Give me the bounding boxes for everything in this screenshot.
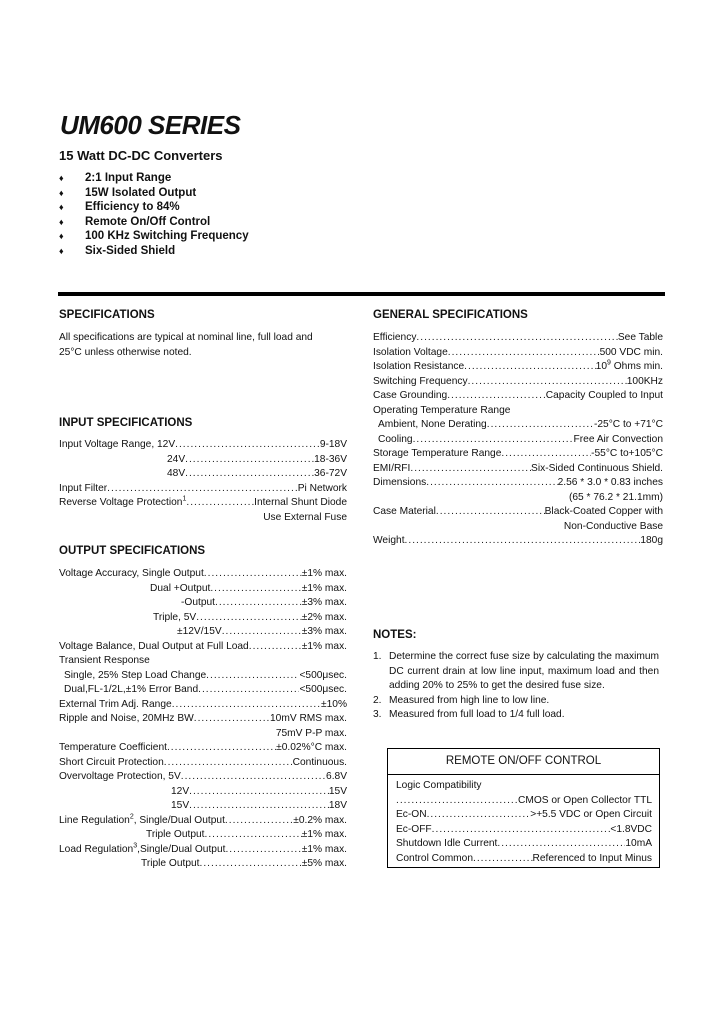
remote-control-heading: REMOTE ON/OFF CONTROL — [388, 749, 659, 775]
page-title: UM600 SERIES — [60, 110, 241, 140]
output-specs-heading: OUTPUT SPECIFICATIONS — [59, 545, 206, 557]
spec-row: Ec-OFF ..... <1.8VDC — [396, 823, 652, 838]
remote-control-table: Logic Compatibility ..... CMOS or Open Collector TTL Ec-ON ..... >+5.5 VDC or Open Circuit Ec-OFF ..... <1.8VDC Shutdown Idle Current ..... 10mA Control Common ..... Referenced to Input Minus — [388, 775, 659, 866]
spec-row: Voltage Balance, Dual Output at Full Load ..... ±1% max. — [59, 640, 347, 655]
spec-row: Dual +Output ..... ±1% max. — [59, 582, 347, 597]
notes-list — [373, 650, 659, 723]
spec-row: Isolation Voltage ..... 500 VDC min. — [373, 346, 663, 361]
spec-row: Input Voltage Range, 12V ..... 9-18V — [59, 438, 347, 453]
spec-row: Triple Output ..... ±5% max. — [59, 857, 347, 872]
spec-row: Input Filter ..... Pi Network — [59, 482, 347, 497]
spec-row: Single, 25% Step Load Change ..... <500μsec. — [59, 669, 347, 684]
spec-row: Voltage Accuracy, Single Output ..... ±1% max. — [59, 567, 347, 582]
bullet-icon: ♦ — [59, 245, 64, 256]
spec-row: Temperature Coefficient ..... ±0.02%°C max. — [59, 741, 347, 756]
notes-heading: NOTES: — [373, 629, 417, 641]
general-specs-heading: GENERAL SPECIFICATIONS — [373, 309, 528, 321]
spec-row: Ambient, None Derating ..... -25°C to +71°C — [373, 418, 663, 433]
spec-row: Cooling ..... Free Air Convection — [373, 433, 663, 448]
spec-row: Triple Output ..... ±1% max. — [59, 828, 347, 843]
spec-row: 48V ..... 36-72V — [59, 467, 347, 482]
general-specs-table: Efficiency ..... See Table Isolation Voltage ..... 500 VDC min. Isolation Resistance ..... $10^9$ Ohms min. Switching Frequency ..... 100KHz Case Grounding ..... Capacity Coupled to Input Operating Temperature Range Ambient, None Derating ..... -25°C to +71°C Cooling ..... Free Air Convection Storage Temperature Range ..... -55°C to+105°C EMI/RFI ..... Six-Sided Continuous Shield. Dimensions ..... 2.56 * 3.0 * 0.83 inches (65 * 76.2 * 21.1mm) Case Material ..... Black-Coated Copper with Non-Conductive Base Weight ..... 180g — [373, 331, 663, 549]
spec-row: Case Grounding ..... Capacity Coupled to Input — [373, 389, 663, 404]
bullet-icon: ♦ — [59, 231, 64, 242]
feature-item: ♦ 15W Isolated Output — [59, 186, 197, 199]
spec-row: Dimensions ..... 2.56 * 3.0 * 0.83 inches — [373, 476, 663, 491]
spec-row: Line Regulation$^2$, Single/Dual Output ..... ±0.2% max. — [59, 814, 347, 829]
note-item: 3. Measured from full load to 1/4 full load. — [373, 709, 565, 720]
feature-item: ♦ Efficiency to 84% — [59, 201, 180, 214]
feature-list — [59, 171, 249, 259]
spec-row: Triple, 5V ..... ±2% max. — [59, 611, 347, 626]
spec-row: Short Circuit Protection ..... Continuous. — [59, 756, 347, 771]
feature-item: ♦ Remote On/Off Control — [59, 215, 211, 228]
spec-row: -Output ..... ±3% max. — [59, 596, 347, 611]
spec-row: Ec-ON ..... >+5.5 VDC or Open Circuit — [396, 808, 652, 823]
spec-row: Reverse Voltage Protection$^1$ ..... Internal Shunt Diode — [59, 496, 347, 511]
input-specs-heading: INPUT SPECIFICATIONS — [59, 417, 193, 429]
spec-row: 24V ..... 18-36V — [59, 453, 347, 468]
spec-row: Efficiency ..... See Table — [373, 331, 663, 346]
bullet-icon: ♦ — [59, 202, 64, 213]
note-item: 2. Measured from high line to low line. — [373, 694, 550, 706]
spec-row: External Trim Adj. Range ..... ±10% — [59, 698, 347, 713]
bullet-icon: ♦ — [59, 173, 64, 183]
spec-row: Shutdown Idle Current ..... 10mA — [396, 837, 652, 852]
spec-row: Switching Frequency ..... 100KHz — [373, 375, 663, 390]
feature-item: ♦ 100 KHz Switching Frequency — [59, 230, 249, 243]
specifications-intro: All specifications are typical at nominal line, full load and 25°C unless otherwise noted. — [59, 332, 313, 358]
spec-row: Weight ..... 180g — [373, 534, 663, 549]
spec-row: Case Material ..... Black-Coated Copper with — [373, 505, 663, 520]
spec-row: 15V ..... 18V — [59, 799, 347, 814]
bullet-icon: ♦ — [59, 216, 64, 227]
spec-row: ±12V/15V ..... ±3% max. — [59, 625, 347, 640]
input-specs-table: Input Voltage Range, 12V ..... 9-18V 24V ..... 18-36V 48V ..... 36-72V Input Filter ..... Pi Network Reverse Voltage Protection$^1$ ..... Internal Shunt Diode Use External Fuse — [59, 438, 347, 525]
spec-row: ..... CMOS or Open Collector TTL — [396, 794, 652, 809]
output-specs-table: Voltage Accuracy, Single Output ..... ±1% max. Dual +Output ..... ±1% max. -Output ..... ±3% max. Triple, 5V ..... ±2% max. ±12V/15V ..... ±3% max. Voltage Balance, Dual Output at Full Load ..... ±1% max. Transient Response Single, 25% Step Load Change ..... <500μsec. Dual,FL-1/2L,±1% Error Band ..... <500μsec. External Trim Adj. Range ..... ±10% Ripple and Noise, 20MHz BW ..... 10mV RMS max. 75mV P-P max. Temperature Coefficient ..... ±0.02%°C max. Short Circuit Protection ..... Continuous. Overvoltage Protection, 5V ..... 6.8V 12V ..... 15V 15V ..... 18V Line Regulation$^2$, Single/Dual Output ..... ±0.2% max. Triple Output ..... ±1% max. Load Regulation$^3$,Single/Dual Output ..... ±1% max. Triple Output ..... ±5% max. — [59, 567, 347, 872]
spec-row: Overvoltage Protection, 5V ..... 6.8V — [59, 770, 347, 785]
spec-row: EMI/RFI ..... Six-Sided Continuous Shield. — [373, 462, 663, 477]
spec-row: Dual,FL-1/2L,±1% Error Band ..... <500μsec. — [59, 683, 347, 698]
page-subtitle: 15 Watt DC-DC Converters — [59, 148, 223, 163]
feature-item: ♦ Six-Sided Shield — [59, 244, 176, 257]
note-item: 1. Determine the correct fuse size by calculating the maximum DC current drain at low line input, maximum load and then adding 20% to 25% to get the desired fuse size. — [373, 651, 659, 691]
section-divider — [58, 292, 665, 296]
spec-row: Isolation Resistance ..... $10^9$ Ohms min. — [373, 360, 663, 375]
spec-row: Load Regulation$^3$,Single/Dual Output ..... ±1% max. — [59, 843, 347, 858]
spec-row: Storage Temperature Range ..... -55°C to+105°C — [373, 447, 663, 462]
remote-control-box — [387, 748, 660, 868]
bullet-icon: ♦ — [59, 187, 64, 198]
feature-item: ♦ 2:1 Input Range — [59, 172, 172, 184]
specifications-heading: SPECIFICATIONS — [59, 309, 155, 321]
spec-row: 12V ..... 15V — [59, 785, 347, 800]
spec-row: Control Common ..... Referenced to Input Minus — [396, 852, 652, 867]
spec-row: Ripple and Noise, 20MHz BW ..... 10mV RMS max. — [59, 712, 347, 727]
